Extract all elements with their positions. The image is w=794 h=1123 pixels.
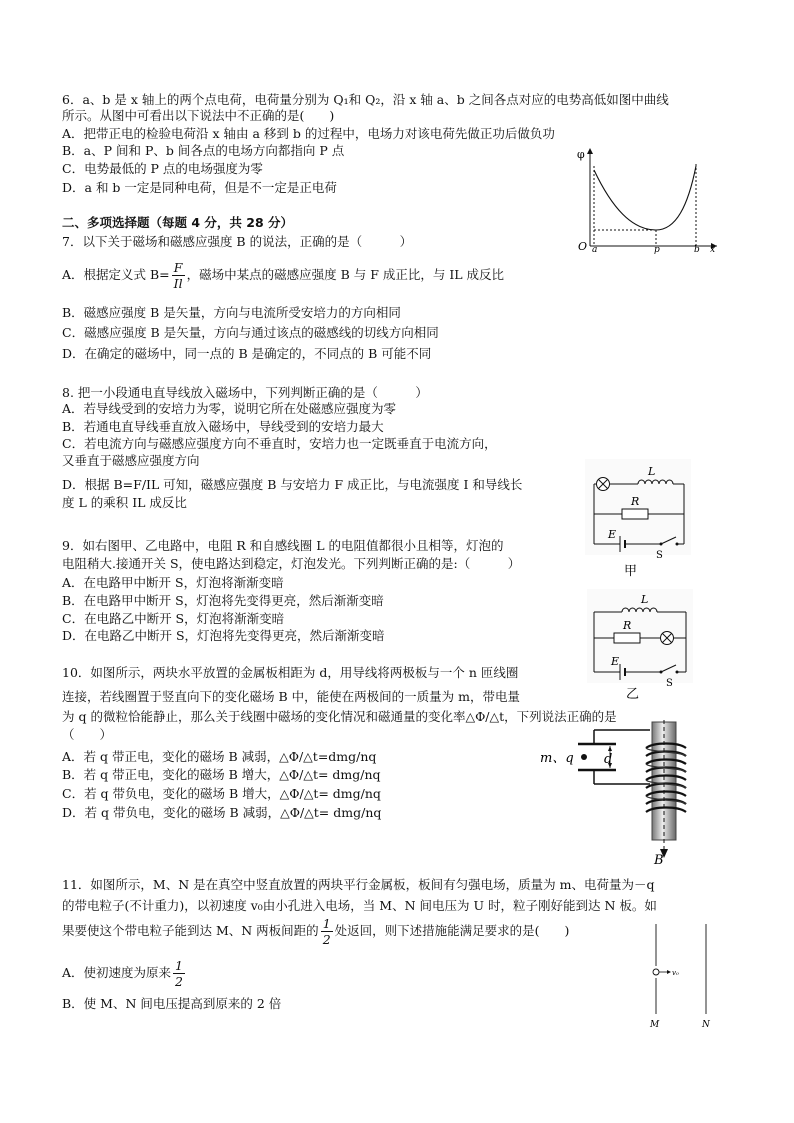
q6-origin-label: O: [578, 240, 588, 253]
q10-stem-line1: 10．如图所示，两块水平放置的金属板相距为 d，用导线将两极板与一个 n 匝线圈: [62, 665, 519, 680]
q11-stem3-prefix: 果要使这个带电粒子能到达 M、N 两板间距的: [62, 923, 319, 938]
q10-stem-line4: （ ）: [62, 727, 113, 742]
q6-b-label: b: [694, 245, 700, 254]
q11-M-label: M: [650, 1020, 660, 1030]
q11-stem-line2: 的带电粒子(不计重力)，以初速度 v₀由小孔进入电场，当 M、N 间电压为 U 时，粒子刚好能到达 N 板。如: [62, 898, 657, 913]
q8-option-b: B．若通电直导线垂直放入磁场中，导线受到的安培力最大: [62, 419, 384, 434]
q7-option-a: [62, 260, 504, 291]
yi-L-label: L: [641, 593, 649, 606]
q6-potential-graph: [572, 146, 722, 254]
q10-option-d: D．若 q 带负电，变化的磁场 B 减弱，△Φ/△t= dmg/nq: [62, 805, 382, 820]
iron-core: [652, 722, 676, 840]
q7-a-suffix: ，磁场中某点的磁感应强度 B 与 F 成正比，与 IL 成反比: [186, 267, 505, 282]
circuit-yi: [586, 588, 694, 700]
q10-stem-line3: 为 q 的微粒恰能静止，那么关于线圈中磁场的变化情况和磁通量的变化率△Φ/△t，下列说法正确的是: [62, 709, 617, 724]
q6-stem-line1: 6．a、b 是 x 轴上的两个点电荷，电荷量分别为 Q₁和 Q₂，沿 x 轴 a、b 之间各点对应的电势高低如图中曲线: [62, 92, 669, 107]
resistor-icon: [622, 509, 648, 519]
q9-option-c: C．在电路乙中断开 S，灯泡将渐渐变暗: [62, 611, 285, 626]
q10-option-c: C．若 q 带负电，变化的磁场 B 增大，△Φ/△t= dmg/nq: [62, 786, 381, 801]
section-heading: 二、多项选择题（每题 4 分，共 28 分）: [62, 215, 294, 230]
yi-S-label: S: [666, 678, 673, 689]
particle-dot: [581, 754, 587, 760]
q11-a-prefix: A．使初速度为原来: [62, 965, 172, 980]
q8-option-d-line1: D．根据 B=F/IL 可知，磁感应强度 B 与安培力 F 成正比，与电流强度 I 和导线长: [62, 477, 523, 492]
jia-L-label: L: [648, 465, 656, 478]
q6-x-label: x: [710, 245, 716, 254]
q10-plates-coil-figure: [538, 718, 710, 868]
q7-stem: 7．以下关于磁场和磁感应强度 B 的说法，正确的是（ ）: [62, 234, 413, 249]
q6-option-a: A．把带正电的检验电荷沿 x 轴由 a 移到 b 的过程中，电场力对该电荷先做正功后做负功: [62, 126, 555, 141]
yi-caption: 乙: [626, 687, 640, 700]
q8-option-c-line1: C．若电流方向与磁感应强度方向不垂直时，安培力也一定既垂直于电流方向，: [62, 436, 497, 451]
jia-caption: 甲: [624, 564, 638, 579]
q7-a-denominator: Il: [173, 276, 183, 291]
q9-stem-line2: 电阻稍大.接通开关 S，使电路达到稳定，灯泡发光。下列判断正确的是:（ ）: [62, 556, 521, 571]
q7-option-d: D．在确定的磁场中，同一点的 B 是确定的，不同点的 B 可能不同: [62, 346, 432, 361]
q11-stem-line3: [62, 914, 569, 948]
q11-plates-figure: [640, 918, 720, 1030]
q7-a-fraction: [172, 260, 185, 291]
jia-S-label: S: [656, 550, 663, 561]
q7-option-b: B．磁感应强度 B 是矢量，方向与电流所受安培力的方向相同: [62, 305, 401, 320]
q7-option-c: C．磁感应强度 B 是矢量，方向与通过该点的磁感线的切线方向相同: [62, 325, 439, 340]
q8-stem: 8. 把一小段通电直导线放入磁场中，下列判断正确的是（ ）: [62, 385, 428, 400]
q10-stem-line2: 连接，若线圈置于竖直向下的变化磁场 B 中，能使在两极间的一质量为 m，带电量: [62, 689, 520, 704]
q11-N-label: N: [702, 1020, 710, 1030]
jia-E-label: E: [608, 528, 617, 541]
yi-E-label: E: [611, 655, 620, 668]
resistor-icon: [614, 633, 640, 643]
q10-B-label: B: [654, 853, 664, 868]
q11-half-fraction: [321, 916, 333, 947]
q6-option-b: B．a、P 间和 P、b 间各点的电场方向都指向 P 点: [62, 143, 345, 158]
q10-d-label: d: [604, 752, 613, 767]
q10-mq-label: m、q: [540, 751, 574, 766]
q11-stem-line1: 11．如图所示，M、N 是在真空中竖直放置的两块平行金属板，板间有匀强电场，质量为 m、电荷量为－q: [62, 877, 655, 892]
q11-a-numerator: 1: [175, 958, 183, 973]
q11-a-denominator: 2: [175, 974, 183, 989]
q8-option-a: A．若导线受到的安培力为零，说明它所在处磁感应强度为零: [62, 401, 397, 416]
q11-fraction-denominator: 2: [322, 932, 331, 947]
q10-option-a: A．若 q 带正电，变化的磁场 B 减弱，△Φ/△t=dmg/nq: [62, 749, 377, 764]
q6-p-label: p: [654, 245, 660, 254]
q11-v0-label: v₀: [672, 969, 679, 977]
q9-option-a: A．在电路甲中断开 S，灯泡将渐渐变暗: [62, 575, 284, 590]
q6-stem-line2: 所示。从图中可看出以下说法中不正确的是( ): [62, 108, 335, 123]
q6-phi-label: φ: [577, 148, 585, 161]
q11-fraction-numerator: 1: [322, 916, 331, 931]
q9-option-d: D．在电路乙中断开 S，灯泡将先变得更亮，然后渐渐变暗: [62, 628, 385, 643]
charged-particle: [653, 969, 659, 975]
jia-R-label: R: [631, 495, 640, 508]
q7-a-numerator: F: [172, 260, 185, 276]
yi-R-label: R: [623, 619, 632, 632]
q6-option-c: C．电势最低的 P 点的电场强度为零: [62, 161, 263, 176]
q11-option-b: B．使 M、N 间电压提高到原来的 2 倍: [62, 996, 282, 1011]
q8-option-d-line2: 度 L 的乘积 IL 成反比: [62, 495, 187, 510]
q6-option-d: D．a 和 b 一定是同种电荷，但是不一定是正电荷: [62, 180, 337, 195]
q9-stem-line1: 9．如右图甲、乙电路中，电阻 R 和自感线圈 L 的电阻值都很小且相等，灯泡的: [62, 538, 504, 553]
q10-option-b: B．若 q 带正电，变化的磁场 B 增大，△Φ/△t= dmg/nq: [62, 767, 381, 782]
q11-a-fraction: [173, 958, 185, 989]
q8-option-c-line2: 又垂直于磁感应强度方向: [62, 453, 200, 468]
q6-a-label: a: [592, 245, 598, 254]
q9-option-b: B．在电路甲中断开 S，灯泡将先变得更亮，然后渐渐变暗: [62, 593, 384, 608]
q11-stem3-suffix: 处返回，则下述措施能满足要求的是( ): [334, 923, 570, 938]
circuit-jia: [584, 458, 692, 580]
q11-option-a: [62, 956, 187, 990]
q7-a-prefix: A．根据定义式 B=: [62, 267, 170, 282]
